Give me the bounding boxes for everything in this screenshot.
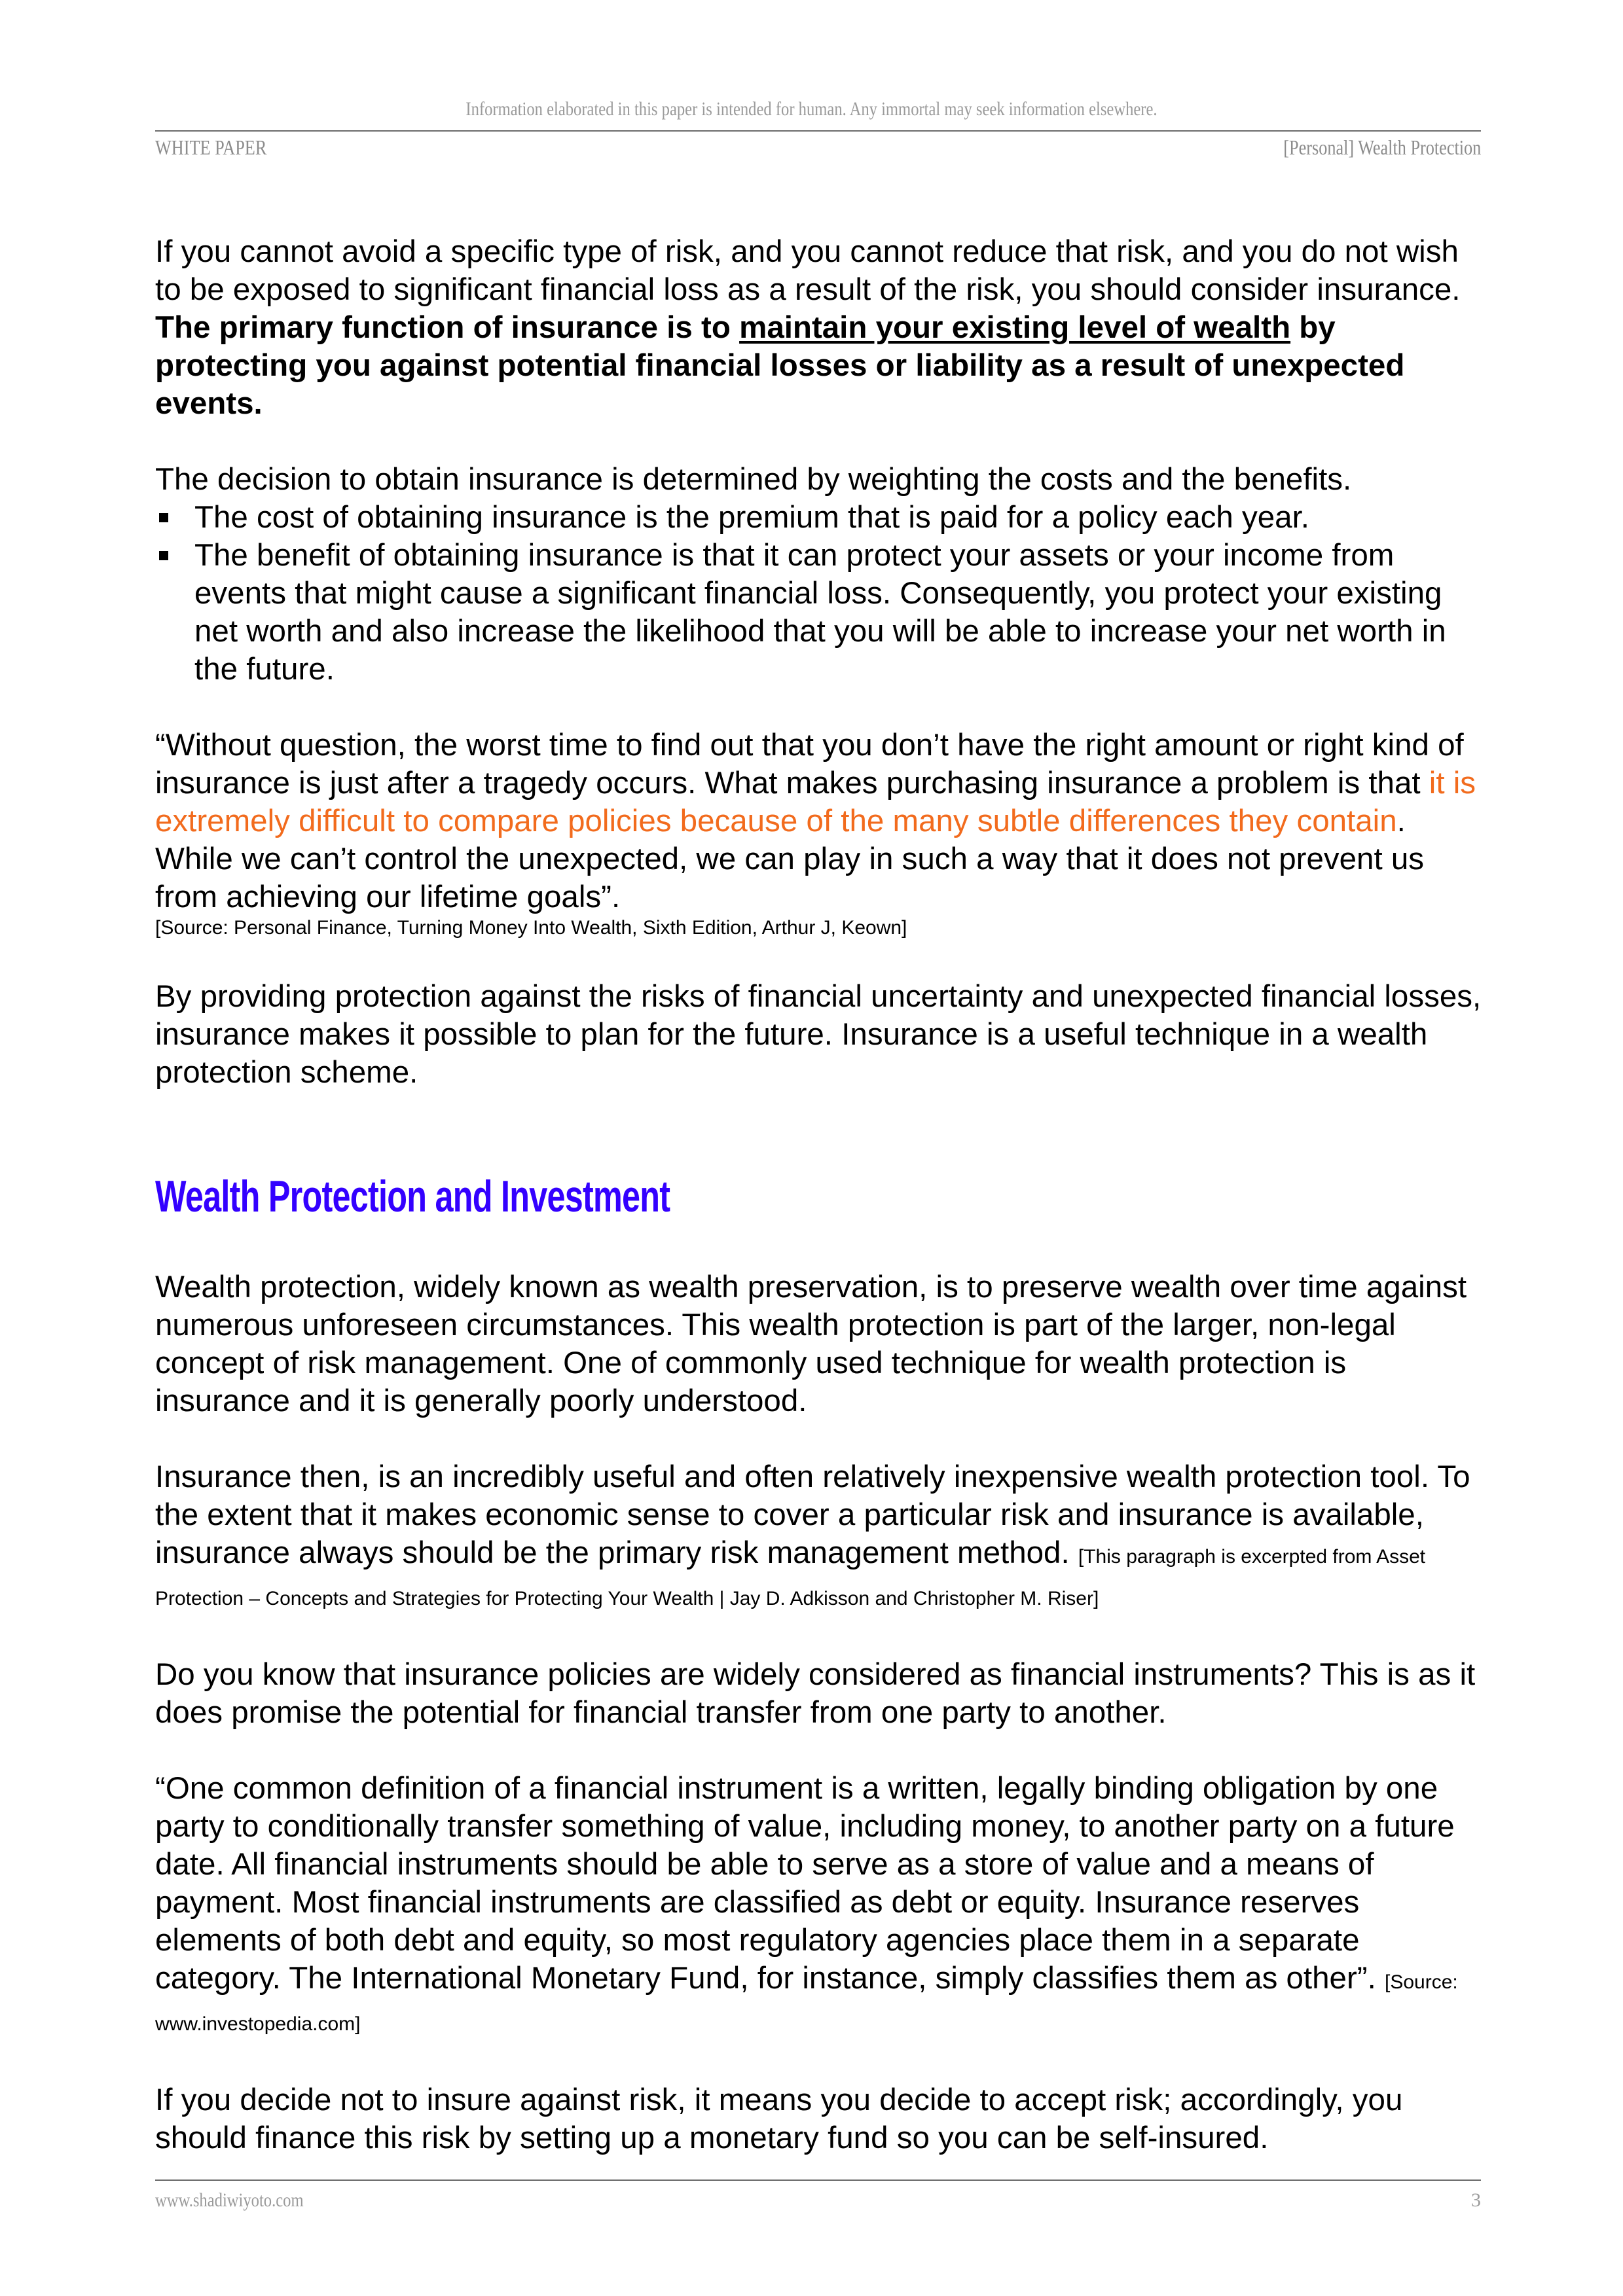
paragraph-insurance-tool — [155, 1458, 1484, 1618]
paragraph-financial-instruments: Do you know that insurance policies are widely considered as financial instruments? This is as it does promise the potential for financial transfer from one party to another. — [155, 1657, 1476, 1730]
paragraph-protection: By providing protection against the risks of financial uncertainty and unexpected financial losses, insurance makes it possible to plan for the future. Insurance is a useful technique in a wealth protection scheme. — [155, 979, 1482, 1090]
paragraph-wealth-protection: Wealth protection, widely known as wealth preservation, is to preserve wealth over time against numerous unforeseen circumstances. This wealth protection is part of the larger, non-legal concept of risk management. One of commonly used technique for wealth protection is insurance and it is generally poorly understood. — [155, 1270, 1467, 1418]
header-divider — [155, 130, 1481, 132]
list-item: The benefit of obtaining insurance is that it can protect your assets or your income from events that might cause a significant financial loss. Consequently, you protect your existing net worth and also increase the likelihood that you will be able to increase your net worth in the future. — [155, 537, 1484, 689]
list-item: The cost of obtaining insurance is the premium that is paid for a policy each year. — [155, 499, 1484, 537]
quote2-source: [Source: www.investopedia.com] — [155, 1971, 1458, 2035]
quote-highlight: it is extremely difficult to compare policies because of the many subtle differences they contain — [155, 766, 1476, 838]
quote-text-a: “Without question, the worst time to find out that you don’t have the right amount or right kind of insurance is just after a tragedy occurs. What makes purchasing insurance a problem is that — [155, 728, 1464, 800]
top-disclaimer: Information elaborated in this paper is intended for human. Any immortal may seek information elsewhere. — [465, 98, 1158, 120]
cost-benefit-list — [155, 499, 1484, 689]
intro-bold-underlined: maintain your existing level of wealth — [739, 310, 1291, 345]
tool-source: [This paragraph is excerpted from Asset Protection – Concepts and Strategies for Protecting Your Wealth | Jay D. Adkisson and Christopher M. Riser] — [155, 1546, 1426, 1609]
intro-bold-a: The primary function of insurance is to — [155, 310, 740, 345]
paragraph-decision: The decision to obtain insurance is determined by weighting the costs and the benefits. — [155, 462, 1352, 497]
quote-investopedia — [155, 1770, 1484, 2043]
footer-website: www.shadiwiyoto.com — [155, 2189, 304, 2211]
paragraph-insurance-intro — [155, 233, 1484, 423]
quote-keown — [155, 726, 1484, 916]
page-content — [155, 233, 1484, 2157]
intro-text: If you cannot avoid a specific type of risk, and you cannot reduce that risk, and you do not wish to be exposed to significant financial loss as a result of the risk, you should consider insurance. — [155, 234, 1461, 307]
intro-bold-b: by protecting you against potential financial losses or liability as a result of unexpected events. — [155, 310, 1405, 421]
quote-source: [Source: Personal Finance, Turning Money Into Wealth, Sixth Edition, Arthur J, Keown] — [155, 917, 907, 939]
header-left-label: WHITE PAPER — [155, 135, 267, 159]
tool-text: Insurance then, is an incredibly useful and often relatively inexpensive wealth protection tool. To the extent that it makes economic sense to cover a particular risk and insurance is available, insurance always should be the primary risk management method. — [155, 1460, 1470, 1570]
section-heading: Wealth Protection and Investment — [155, 1172, 670, 1221]
header-right-label: [Personal] Wealth Protection — [1283, 135, 1481, 159]
quote-text-b: . While we can’t control the unexpected, we can play in such a way that it does not prevent us from achieving our lifetime goals”. — [155, 804, 1425, 914]
paragraph-self-insure: If you decide not to insure against risk, it means you decide to accept risk; accordingly, you should finance this risk by setting up a monetary fund so you can be self-insured. — [155, 2083, 1403, 2155]
quote2-text: “One common definition of a financial instrument is a written, legally binding obligation by one party to conditionally transfer something of value, including money, to another party on a future date. All financial instruments should be able to serve as a store of value and a means of payment. Most financial instruments are classified as debt or equity. Insurance reserves elements of both debt and equity, so most regulatory agencies place them in a separate category. The International Monetary Fund, for instance, simply classifies them as other”. — [155, 1771, 1455, 1996]
footer-divider — [155, 2179, 1481, 2181]
page-number: 3 — [1471, 2189, 1481, 2211]
